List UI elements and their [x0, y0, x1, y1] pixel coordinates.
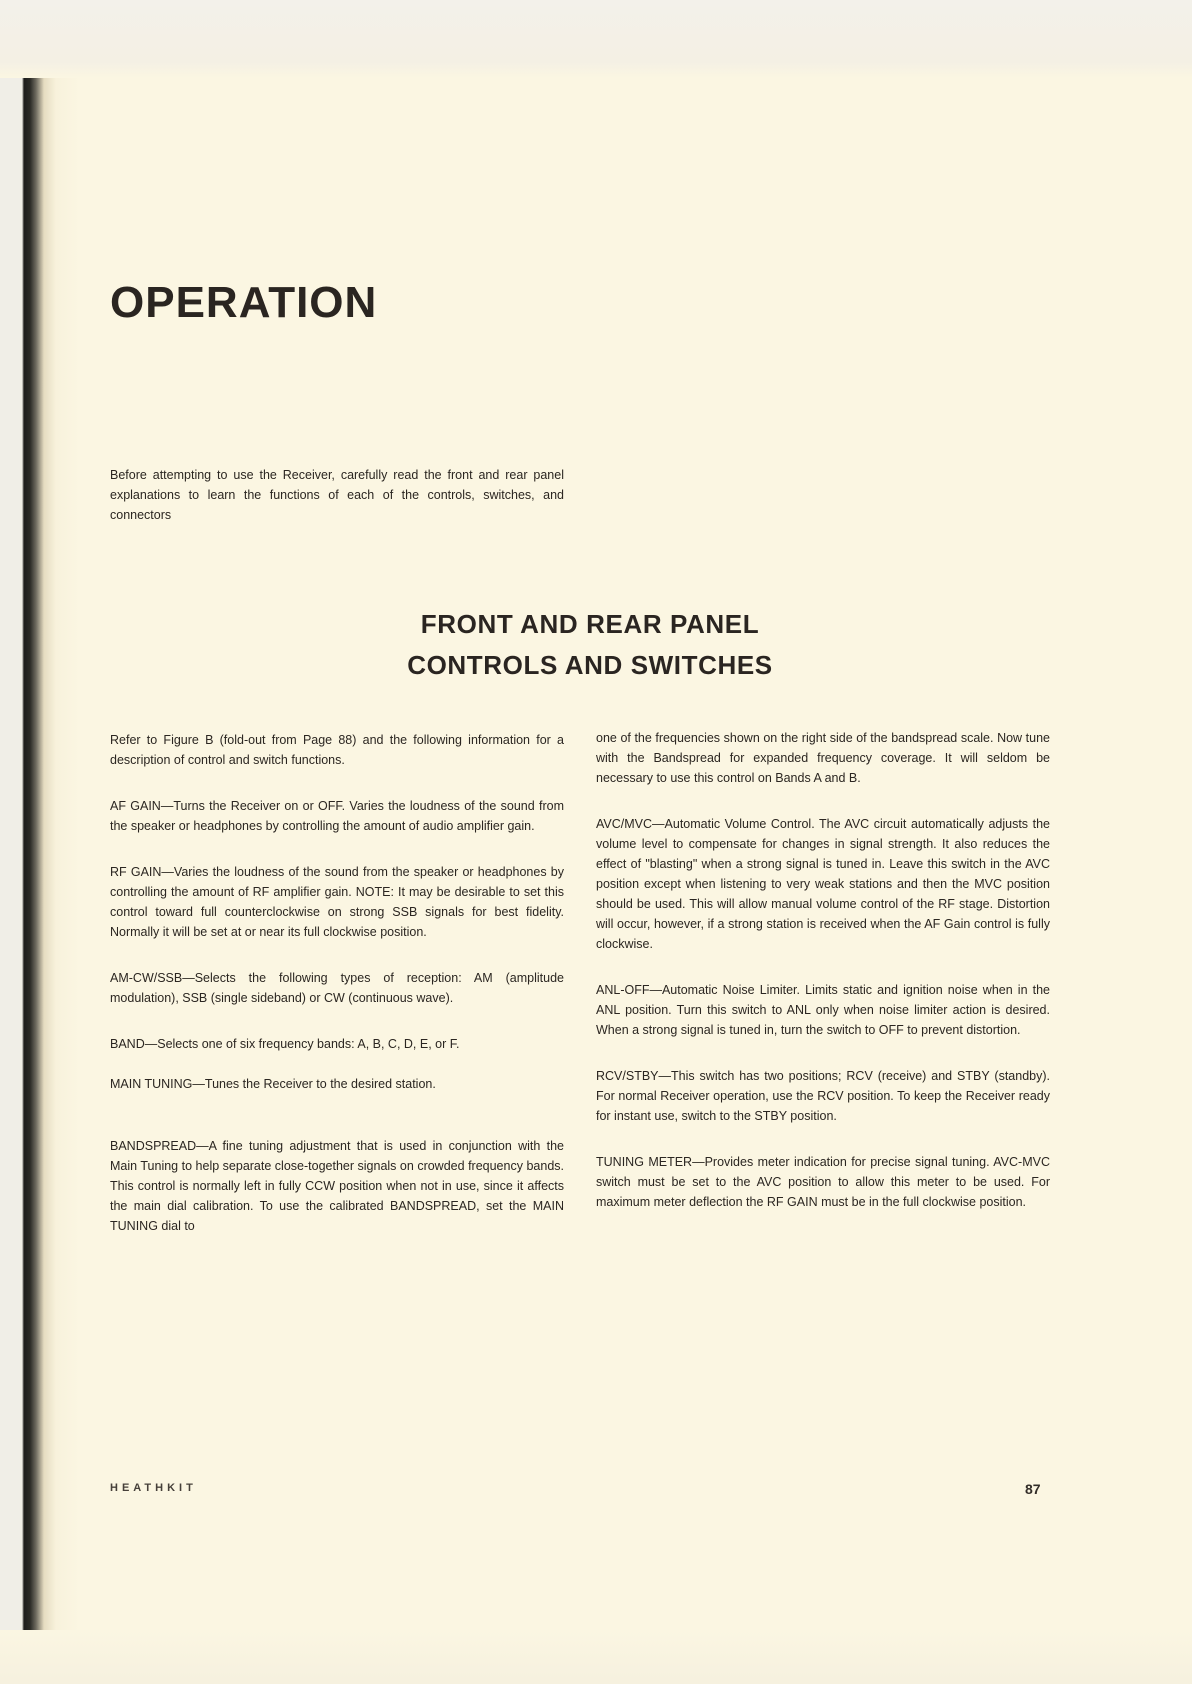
top-page-edge [0, 0, 1192, 78]
intro-paragraph: Before attempting to use the Receiver, carefully read the front and rear panel explanations to learn the functions of each of the controls, switches, and connectors [110, 468, 564, 522]
page-title: OPERATION [110, 278, 378, 327]
paragraph-am-cw-ssb: AM-CW/SSB—Selects the following types of reception: AM (amplitude modulation), SSB (single sideband) or CW (continuous wave). [110, 971, 564, 1005]
paragraph-rf-gain: RF GAIN—Varies the loudness of the sound from the speaker or headphones by controlling the amount of RF amplifier gain. NOTE: It may be desirable to set this control toward full counterclockwise on strong SSB signals for best fidelity. Normally it will be set at or near its full clockwise position. [110, 865, 564, 939]
section-heading [240, 604, 940, 686]
page-number: 87 [1025, 1481, 1041, 1497]
paragraph-main-tuning: MAIN TUNING—Tunes the Receiver to the desired station. [110, 1077, 436, 1091]
section-heading-line-1: FRONT AND REAR PANEL [420, 609, 760, 639]
paragraph-rcv-stby: RCV/STBY—This switch has two positions; RCV (receive) and STBY (standby). For normal Receiver operation, use the RCV position. To keep the Receiver ready for instant use, switch to the STBY position. [596, 1069, 1050, 1123]
bottom-page-edge [0, 1630, 1192, 1684]
paragraph-figure-reference: Refer to Figure B (fold-out from Page 88) and the following information for a description of control and switch functions. [110, 733, 564, 767]
section-heading-line-2: CONTROLS AND SWITCHES [407, 650, 773, 680]
paragraph-band: BAND—Selects one of six frequency bands: A, B, C, D, E, or F. [110, 1037, 460, 1051]
left-column [110, 730, 564, 1262]
paragraph-avc-mvc: AVC/MVC—Automatic Volume Control. The AVC circuit automatically adjusts the volume level to compensate for changes in signal strength. It also reduces the effect of "blasting" when a strong signal is tuned in. Leave this switch in the AVC position except when listening to very weak stations and then the MVC position should be used. This will allow manual volume control of the RF stage. Distortion will occur, however, if a strong station is received when the AF Gain control is fully clockwise. [596, 817, 1050, 951]
right-column [596, 728, 1050, 1238]
paragraph-tuning-meter: TUNING METER—Provides meter indication for precise signal tuning. AVC-MVC switch must be set to the AVC position to allow this meter to be used. For maximum meter deflection the RF GAIN must be in the full clockwise position. [596, 1155, 1050, 1209]
paragraph-anl-off: ANL-OFF—Automatic Noise Limiter. Limits static and ignition noise when in the ANL position. Turn this switch to ANL only when noise limiter action is desired. When a strong signal is tuned in, turn the switch to OFF to prevent distortion. [596, 983, 1050, 1037]
paragraph-bandspread-continued: one of the frequencies shown on the right side of the bandspread scale. Now tune with the Bandspread for expanded frequency coverage. It will seldom be necessary to use this control on Bands A and B. [596, 731, 1050, 785]
paragraph-af-gain: AF GAIN—Turns the Receiver on or OFF. Varies the loudness of the sound from the speaker or headphones by controlling the amount of audio amplifier gain. [110, 799, 564, 833]
footer-brand: HEATHKIT [110, 1482, 197, 1494]
paragraph-bandspread: BANDSPREAD—A fine tuning adjustment that is used in conjunction with the Main Tuning to help separate close-together signals on crowded frequency bands. This control is normally left in fully CCW position when not in use, since it affects the main dial calibration. To use the calibrated BANDSPREAD, set the MAIN TUNING dial to [110, 1139, 564, 1233]
